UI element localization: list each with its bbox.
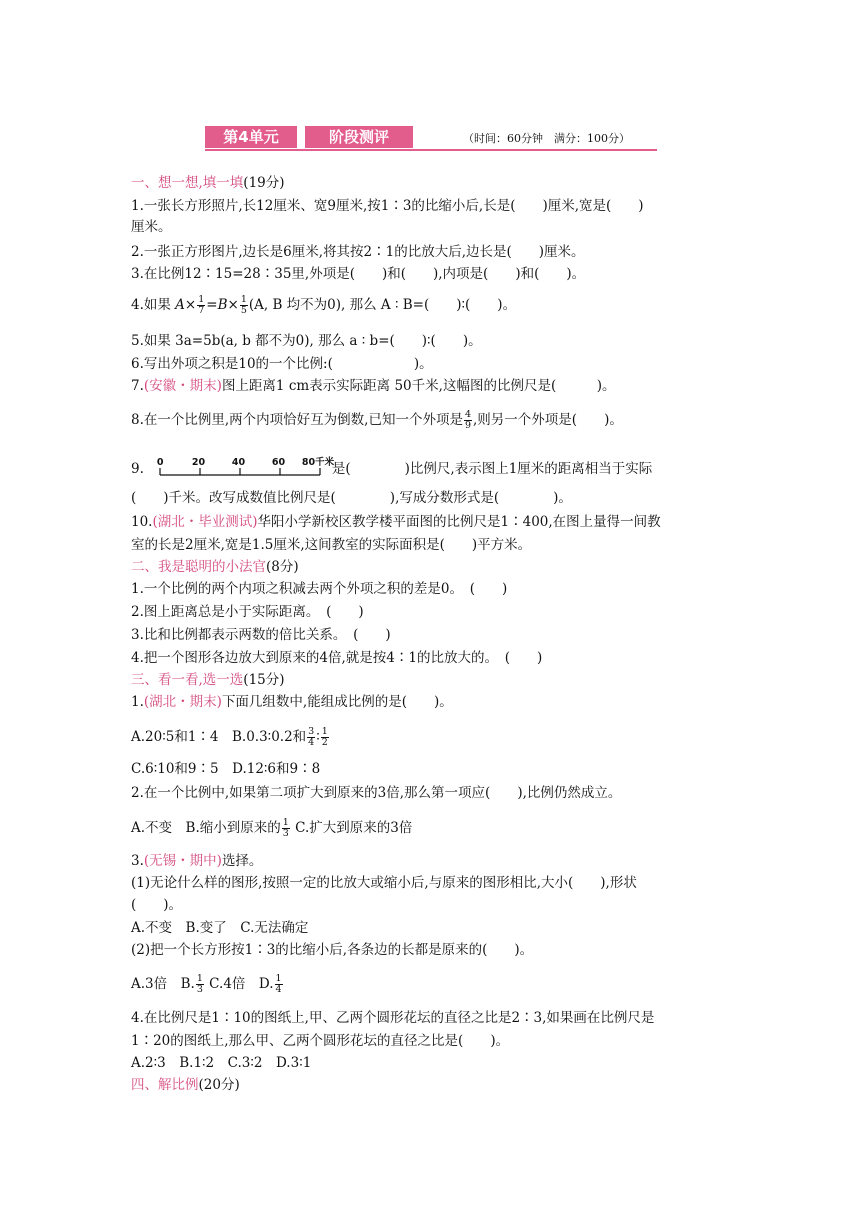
- fraction: $\frac{1}{2}$: [321, 726, 328, 748]
- q3-3-1-cont: ( )。: [131, 897, 183, 913]
- q3-4-cont: 1∶20的图纸上,那么甲、乙两个圆形花坛的直径之比是( )。: [131, 1033, 510, 1049]
- q3-1: 1.(湖北・期末)下面几组数中,能组成比例的是( )。: [131, 694, 453, 710]
- source-tag: (湖北・期末): [143, 694, 222, 710]
- fraction: $\frac{3}{4}$: [308, 726, 315, 748]
- q1-5: 5.如果 3a=5b(a, b 都不为0), 那么 a ∶ b=( )∶( )。: [131, 333, 482, 349]
- source-tag: (湖北・毕业测试): [152, 514, 258, 530]
- q1-1-cont: 厘米。: [131, 219, 172, 235]
- source-tag: (安徽・期末): [143, 378, 222, 394]
- q3-4-options: A.2∶3 B.1∶2 C.3∶2 D.3∶1: [131, 1055, 312, 1071]
- fraction: $\frac{1}{4}$: [275, 973, 282, 995]
- fraction: $\frac{4}{9}$: [464, 409, 472, 431]
- q1-10: 10.(湖北・毕业测试)华阳小学新校区教学楼平面图的比例尺是1∶400,在图上量得一间教: [131, 514, 661, 530]
- q1-6: 6.写出外项之积是10的一个比例:( )。: [131, 356, 433, 372]
- q2-4: 4.把一个图形各边放大到原来的4倍,就是按4∶1的比放大的。 ( ): [131, 650, 543, 666]
- q1-7: 7.(安徽・期末)图上距离1 cm表示实际距离 50千米,这幅图的比例尺是( )。: [131, 378, 616, 394]
- section-heading-4: 四、解比例(20分): [131, 1077, 240, 1093]
- q3-3-2: (2)把一个长方形按1∶3的比缩小后,各条边的长都是原来的( )。: [131, 942, 534, 958]
- fraction: $\frac{1}{3}$: [282, 817, 289, 839]
- q1-9-cont: ( )千米。改写成数值比例尺是( ),写成分数形式是( )。: [131, 490, 572, 506]
- q3-3: 3.(无锡・期中)选择。: [131, 853, 263, 869]
- section-heading-3: 三、看一看,选一选(15分): [131, 672, 285, 688]
- q3-2-options: A.不变 B.缩小到原来的 $\frac{1}{3}$ C.扩大到原来的3倍: [131, 817, 413, 839]
- q2-1: 1.一个比例的两个内项之积减去两个外项之积的差是0。 ( ): [131, 581, 508, 597]
- q1-10-cont: 室的长是2厘米,宽是1.5厘米,这间教室的实际面积是( )平方米。: [131, 537, 532, 553]
- q3-3-1: (1)无论什么样的图形,按照一定的比放大或缩小后,与原来的图形相比,大小( ),形状: [131, 875, 637, 891]
- section-heading-1: 一、想一想,填一填(19分): [131, 175, 285, 191]
- q3-3-2-options: A.3倍 B. $\frac{1}{3}$ C.4倍 D. $\frac{1}{4}$: [131, 973, 282, 995]
- scale-ruler-line: [144, 458, 332, 478]
- q2-3: 3.比和比例都表示两数的倍比关系。 ( ): [131, 627, 391, 643]
- q1-9: 9. 0 20 40 60 80千米 是( )比例尺,表示图上1厘米的距离相当于实际: [131, 458, 731, 478]
- unit-label: 第4单元: [205, 126, 297, 148]
- scale-label: 60: [271, 457, 286, 468]
- unit-header: [205, 126, 657, 152]
- section-heading-2: 二、我是聪明的小法官(8分): [131, 559, 299, 575]
- q2-2: 2.图上距离总是小于实际距离。 ( ): [131, 604, 364, 620]
- scale-label: 80千米: [301, 457, 335, 468]
- q1-3: 3.在比例12∶15=28∶35里,外项是( )和( ),内项是( )和( )。: [131, 266, 586, 282]
- fraction: $\frac{1}{7}$: [198, 294, 205, 316]
- q1-8: 8.在一个比例里,两个内项恰好互为倒数,已知一个外项是 $\frac{4}{9}$ ,则另一个外项是( )。: [131, 409, 623, 431]
- q3-2: 2.在一个比例中,如果第二项扩大到原来的3倍,那么第一项应( ),比例仍然成立。: [131, 785, 622, 801]
- header-rule: [205, 149, 657, 151]
- fraction: $\frac{1}{3}$: [196, 973, 203, 995]
- q1-2: 2.一张正方形图片,边长是6厘米,将其按2∶1的比放大后,边长是( )厘米。: [131, 244, 585, 260]
- line-scale-ruler: [144, 457, 335, 478]
- time-score-info: （时间：60分钟 满分：100分）: [463, 132, 630, 145]
- scale-label: 0: [156, 457, 164, 468]
- assessment-title: 阶段测评: [305, 126, 413, 148]
- q3-1-options-ab: A.20∶5和1∶4 B.0.3∶0.2和 $\frac{3}{4}$ ∶ $\frac{1}{2}$: [131, 726, 328, 748]
- q1-1: 1.一张长方形照片,长12厘米、宽9厘米,按1∶3的比缩小后,长是( )厘米,宽是( ): [131, 198, 644, 214]
- fraction: $\frac{1}{5}$: [240, 294, 247, 316]
- q3-3-1-options: A.不变 B.变了 C.无法确定: [131, 920, 309, 936]
- q3-4: 4.在比例尺是1∶10的图纸上,甲、乙两个圆形花坛的直径之比是2∶3,如果画在比例尺是: [131, 1010, 655, 1026]
- scale-label: 40: [231, 457, 246, 468]
- q3-1-options-cd: C.6∶10和9∶5 D.12∶6和9∶8: [131, 761, 321, 777]
- scale-label: 20: [191, 457, 206, 468]
- source-tag: (无锡・期中): [143, 853, 222, 869]
- q1-4: 4.如果 A× $\frac{1}{7}$ =B× $\frac{1}{5}$ (A, B 均不为0), 那么 A ∶ B=( )∶( )。: [131, 294, 517, 316]
